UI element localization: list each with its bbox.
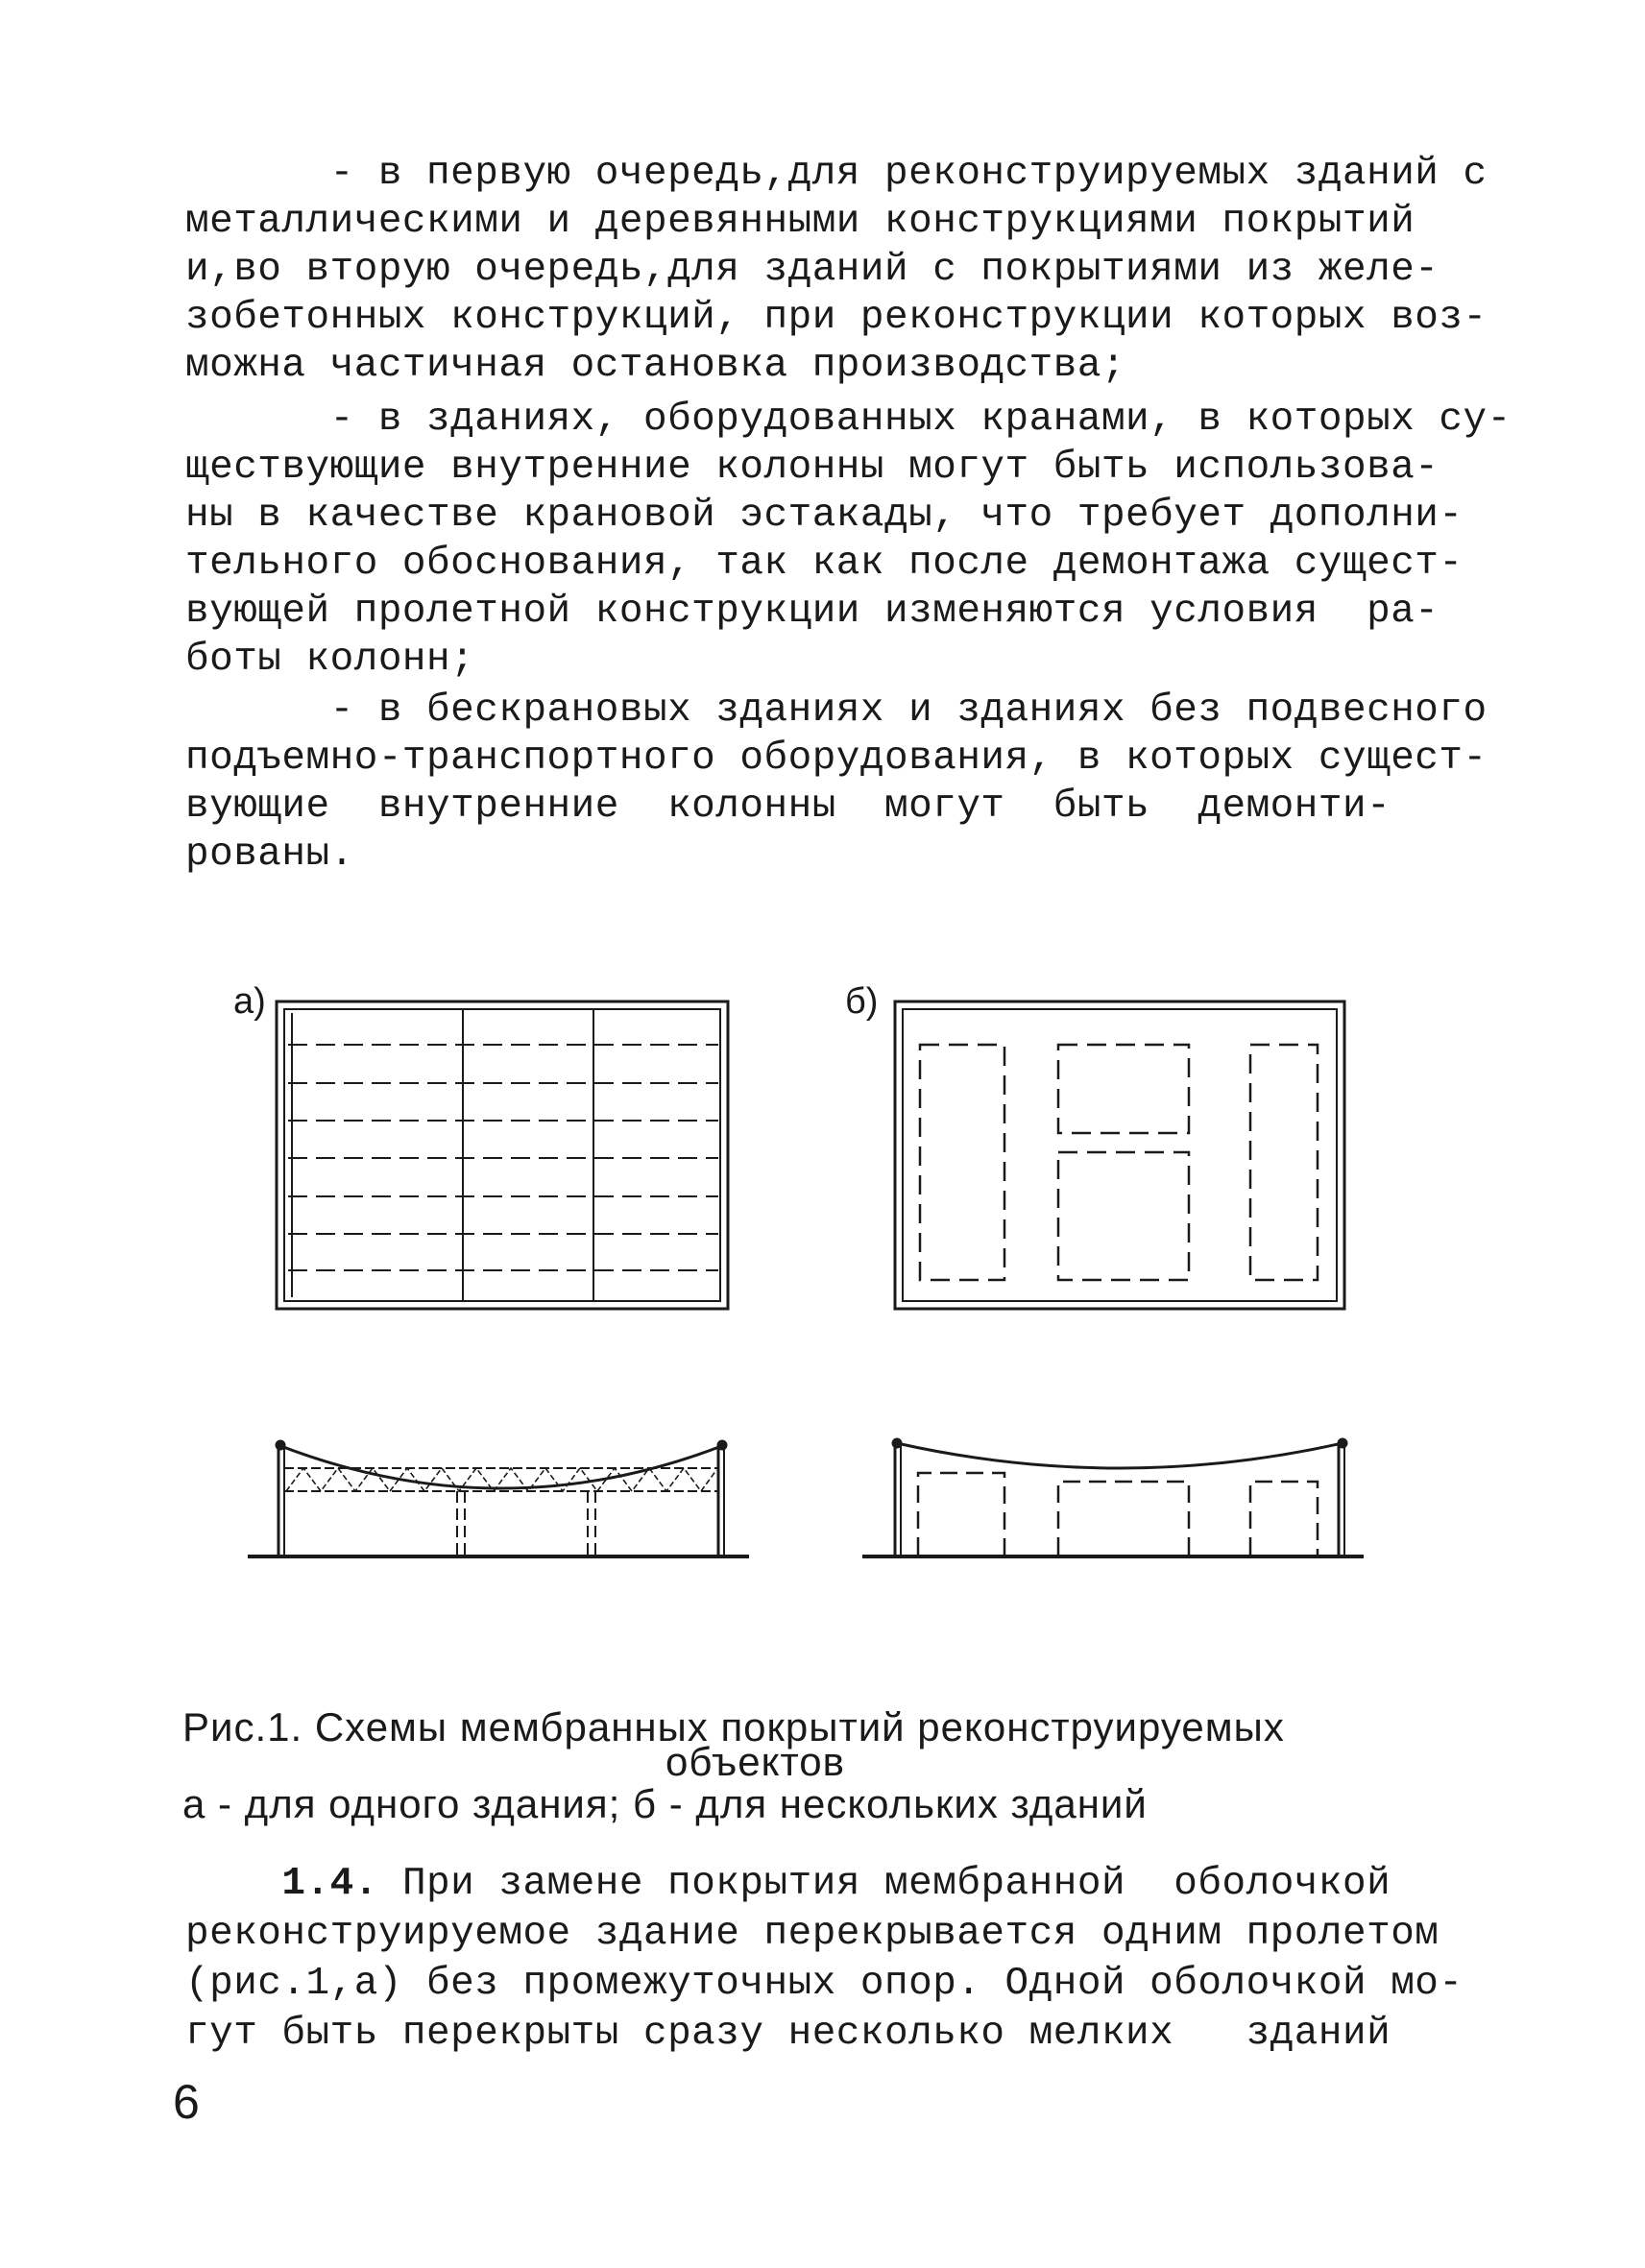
text-line: - в первую очередь,для реконструируемых зданий с	[185, 152, 1488, 196]
text-line: тельного обоснования, так как после демонтажа сущест-	[185, 542, 1464, 586]
text-line: металлическими и деревянными конструкциями покрытий	[185, 200, 1415, 244]
text-line: боты колонн;	[185, 638, 475, 682]
text-line: рованы.	[185, 832, 354, 877]
figure-caption-legend: а - для одного здания; б - для нескольких зданий	[182, 1781, 1148, 1826]
figure-label-b: б)	[845, 981, 879, 1022]
plan-b	[895, 1001, 1344, 1309]
section-number: 1.4.	[281, 1862, 378, 1906]
text-line: и,во вторую очередь,для зданий с покрытиями из желе-	[185, 248, 1439, 292]
text-line: вующие внутренние колонны могут быть демонти-	[185, 784, 1391, 829]
plan-a	[277, 1001, 728, 1309]
figure-caption-continuation: объектов	[665, 1739, 845, 1784]
text-line: - в зданиях, оборудованных кранами, в которых су-	[185, 398, 1512, 442]
figure-caption-title: Рис.1. Схемы мембранных покрытий реконструируемых	[182, 1704, 1285, 1749]
section-text: При замене покрытия мембранной оболочкой	[377, 1862, 1391, 1906]
text-line: можна частичная остановка производства;	[185, 344, 1126, 388]
section-line	[185, 1860, 1463, 1908]
text-line: ществующие внутренние колонны могут быть использова-	[185, 446, 1439, 490]
section-b	[862, 1438, 1364, 1556]
figure-label-a: a)	[233, 981, 266, 1022]
section-line: (рис.1,а) без промежуточных опор. Одной оболочкой мо-	[185, 1962, 1464, 2006]
section-line: реконструируемое здание перекрывается одним пролетом	[185, 1912, 1439, 1956]
section-line: гут быть перекрыты сразу несколько мелких зданий	[185, 2012, 1391, 2056]
text-line: зобетонных конструкций, при реконструкции которых воз-	[185, 296, 1488, 340]
text-line: вующей пролетной конструкции изменяются условия ра-	[185, 590, 1439, 634]
text-line: - в бескрановых зданиях и зданиях без подвесного	[185, 688, 1488, 733]
text-line: ны в качестве крановой эстакады, что требует дополни-	[185, 494, 1464, 538]
section-a	[248, 1440, 749, 1556]
text-line: подъемно-транспортного оборудования, в которых сущест-	[185, 736, 1488, 781]
page-number: 6	[173, 2075, 200, 2129]
